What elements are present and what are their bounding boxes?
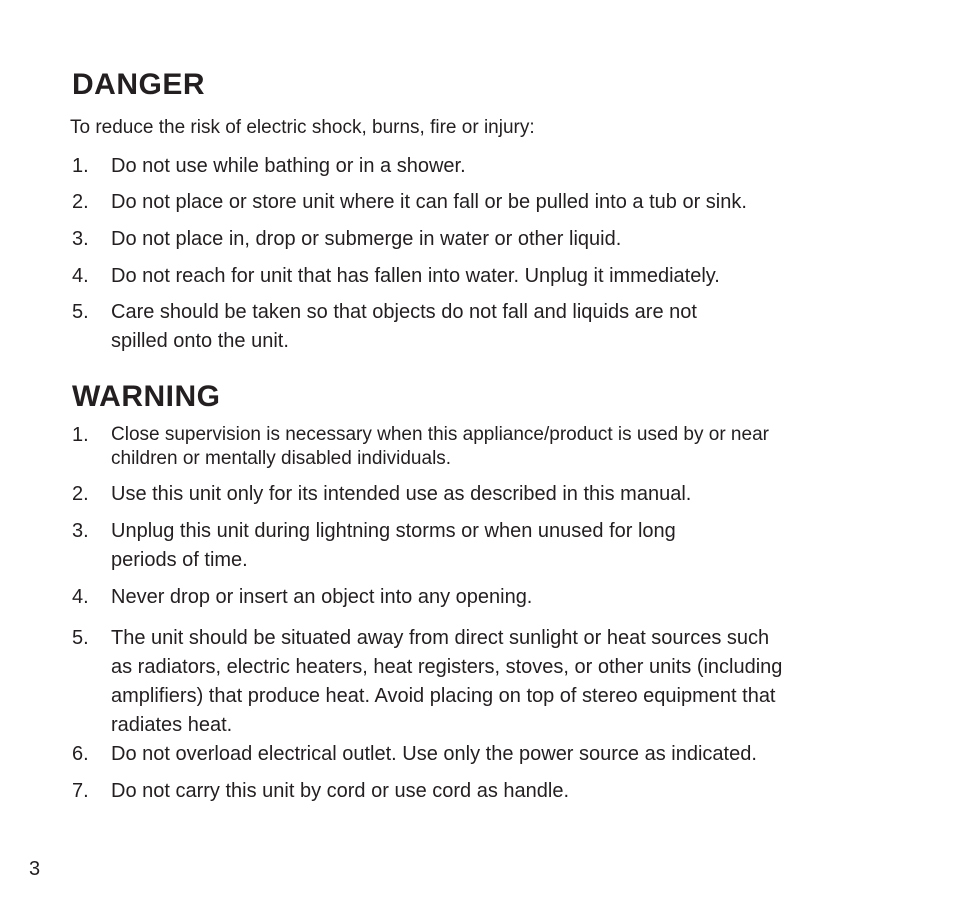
item-text: Do not reach for unit that has fallen into water. Unplug it immediately.: [111, 265, 720, 287]
item-text: Care should be taken so that objects do not fall and liquids are not spilled onto the unit.: [111, 301, 697, 352]
item-number: 2.: [72, 191, 89, 213]
item-number: 5.: [72, 301, 89, 323]
item-number: 4.: [72, 265, 89, 287]
danger-intro: To reduce the risk of electric shock, burns, fire or injury:: [70, 117, 535, 138]
warning-item-5: [72, 624, 872, 740]
danger-item-3: [72, 225, 872, 254]
item-text: Do not overload electrical outlet. Use only the power source as indicated.: [111, 743, 757, 765]
danger-item-2: [72, 188, 872, 217]
danger-item-5: [72, 298, 872, 356]
item-number: 5.: [72, 627, 89, 649]
danger-item-4: [72, 262, 872, 291]
item-number: 1.: [72, 155, 89, 177]
item-number: 4.: [72, 586, 89, 608]
item-text: The unit should be situated away from direct sunlight or heat sources such as radiators, electric heaters, heat registers, stoves, or other units (including amplifiers) that produce heat. Avoid placing on top of stereo equipment that radiates heat.: [111, 627, 783, 736]
item-number: 2.: [72, 483, 89, 505]
warning-item-6: [72, 740, 872, 769]
item-number: 1.: [72, 424, 89, 446]
item-text: Do not carry this unit by cord or use cord as handle.: [111, 780, 570, 802]
item-text: Do not place or store unit where it can fall or be pulled into a tub or sink.: [111, 191, 747, 213]
item-text: Never drop or insert an object into any opening.: [111, 586, 533, 608]
item-text: Unplug this unit during lightning storms or when unused for long periods of time.: [111, 520, 676, 571]
item-text: Close supervision is necessary when this appliance/product is used by or near children or mentally disabled individuals.: [111, 424, 769, 469]
page-number: 3: [29, 858, 41, 880]
item-number: 3.: [72, 228, 89, 250]
warning-item-1: [72, 423, 872, 471]
warning-item-3: [72, 517, 872, 575]
item-text: Do not use while bathing or in a shower.: [111, 155, 466, 177]
item-number: 3.: [72, 520, 89, 542]
danger-heading: DANGER: [72, 68, 206, 101]
warning-item-7: [72, 777, 872, 806]
danger-item-1: [72, 152, 872, 181]
warning-item-2: [72, 480, 872, 509]
item-number: 7.: [72, 780, 89, 802]
warning-item-4: [72, 583, 872, 612]
item-text: Use this unit only for its intended use as described in this manual.: [111, 483, 692, 505]
item-text: Do not place in, drop or submerge in water or other liquid.: [111, 228, 622, 250]
item-number: 6.: [72, 743, 89, 765]
warning-heading: WARNING: [72, 380, 221, 413]
